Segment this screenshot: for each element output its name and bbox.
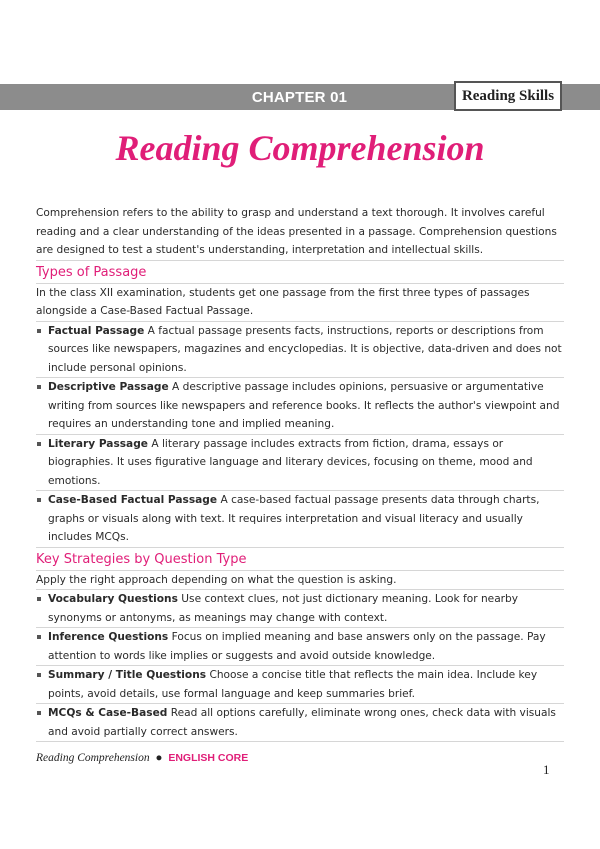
- item-text: A descriptive passage includes opinions, persuasive or argumentative writing from sources like newspapers and reference books. It reflects the author's viewpoint and requires an understanding tone and implied meaning.: [48, 381, 560, 430]
- list-item: [36, 590, 564, 628]
- section-tag: Reading Skills: [454, 81, 562, 111]
- page-body: [36, 204, 564, 742]
- list-item: [36, 704, 564, 742]
- page-number: 1: [543, 762, 550, 777]
- item-term: Vocabulary Questions: [48, 593, 178, 605]
- types-list: [36, 322, 564, 548]
- item-term: Inference Questions: [48, 631, 169, 643]
- item-text: A factual passage presents facts, instructions, reports or descriptions from sources like newspapers, magazines and encyclopedias. It is objective, data-driven and does not include personal opinions.: [48, 324, 562, 374]
- item-term: Literary Passage: [48, 437, 148, 450]
- list-item: [36, 435, 564, 492]
- types-heading: Types of Passage: [36, 263, 564, 284]
- list-item: [36, 628, 564, 666]
- list-item: [36, 378, 564, 435]
- item-text: Use context clues, not just dictionary meaning. Look for nearby synonyms or antonyms, as meanings may change with context.: [48, 593, 519, 624]
- list-item: [36, 491, 564, 548]
- list-item: [36, 322, 564, 379]
- item-term: Descriptive Passage: [48, 381, 169, 393]
- bullet-square-icon: [37, 597, 41, 601]
- strategies-lead: Apply the right approach depending on what the question is asking.: [36, 571, 564, 591]
- item-text: A literary passage includes extracts from fiction, drama, essays or biographies. It uses figurative language and literary devices, focusing on theme, mood and emotions.: [48, 437, 533, 487]
- running-footer: [36, 752, 248, 764]
- item-text: A case-based factual passage presents data through charts, graphs or visuals along with text. It requires interpretation and visual literacy and usually includes MCQs.: [48, 494, 540, 543]
- bullet-square-icon: [37, 635, 41, 639]
- bullet-square-icon: [37, 673, 41, 677]
- strategies-heading: Key Strategies by Question Type: [36, 550, 564, 571]
- item-term: Summary / Title Questions: [48, 669, 207, 681]
- strategies-list: [36, 590, 564, 742]
- page-title: Reading Comprehension: [115, 128, 485, 168]
- item-text: Read all options carefully, eliminate wrong ones, check data with visuals and avoid partially correct answers.: [48, 707, 556, 738]
- bullet-square-icon: [37, 498, 41, 502]
- chapter-label: CHAPTER 01: [251, 89, 348, 106]
- types-lead: In the class XII examination, students get one passage from the first three types of passages alongside a Case-Based Factual Passage.: [36, 284, 564, 322]
- footer-subject: ENGLISH CORE: [168, 752, 249, 764]
- item-text: Choose a concise title that reflects the main idea. Include key points, avoid details, use formal language and keep summaries brief.: [48, 669, 538, 700]
- bullet-square-icon: [37, 442, 41, 446]
- intro-paragraph: Comprehension refers to the ability to grasp and understand a text thorough. It involves careful reading and a clear understanding of the ideas presented in a passage. Comprehension questions are designed to test a student's understanding, interpretation and intellectual skills.: [36, 204, 564, 261]
- bullet-square-icon: [37, 329, 41, 333]
- list-item: [36, 666, 564, 704]
- item-term: MCQs & Case-Based: [48, 707, 168, 719]
- bullet-square-icon: [37, 385, 41, 389]
- footer-bullet-icon: ●: [155, 752, 163, 764]
- bullet-square-icon: [37, 711, 41, 715]
- item-text: Focus on implied meaning and base answers only on the passage. Pay attention to words like implies or suggests and avoid outside knowledge.: [48, 631, 546, 662]
- item-term: Factual Passage: [48, 324, 145, 337]
- footer-book-title: Reading Comprehension: [36, 752, 150, 764]
- item-term: Case-Based Factual Passage: [48, 494, 218, 506]
